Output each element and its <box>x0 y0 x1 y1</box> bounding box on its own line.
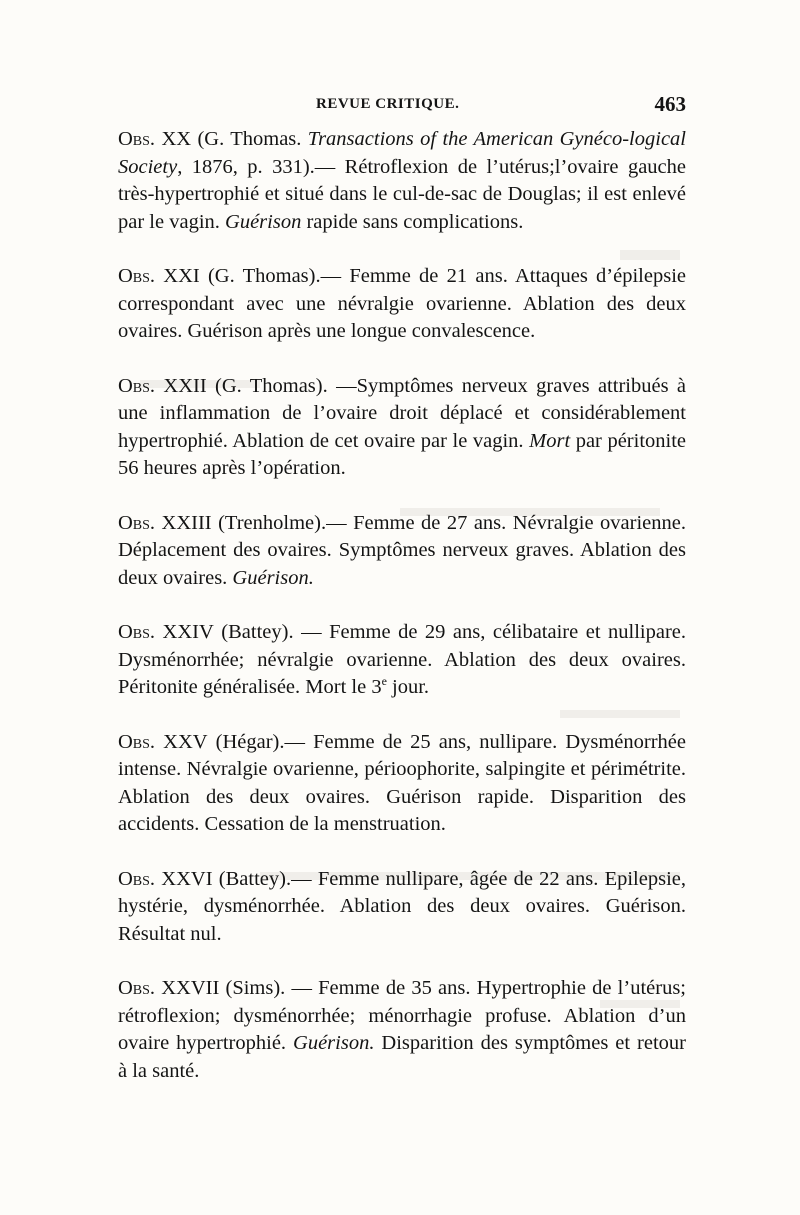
observation-paragraph: Obs. XXI (G. Thomas).— Femme de 21 ans. Attaques d’épilepsie correspondant avec une névralgie ovarienne. Ablation des deux ovaires. Guérison après une longue convalescence. <box>118 265 686 342</box>
book-page <box>118 92 686 1112</box>
observation-paragraph: Obs. XXII (G. Thomas). —Symptômes nerveux graves attribués à une inflammation de l’ovaire droit déplacé et considérablement hypertrophié. Ablation de cet ovaire par le vagin. Mort par péritonite 56 heures après l’opération. <box>118 374 687 479</box>
observation-label: Obs. XXIV <box>118 621 214 643</box>
observation-label: Obs. XXV <box>118 730 208 753</box>
observation-label: Obs. XX <box>118 128 192 150</box>
italic-text: Guérison. <box>293 1032 375 1054</box>
observation-label: Obs. XXVI <box>118 867 213 890</box>
observation-paragraph: Obs. XXIV (Battey). — Femme de 29 ans, célibataire et nullipare. Dysménorrhée; névralgie ovarienne. Ablation des deux ovaires. Péritonite généralisée. Mort le 3e jour. <box>118 621 686 698</box>
italic-text: Guérison. <box>232 566 314 589</box>
observation-paragraph: Obs. XXVII (Sims). — Femme de 35 ans. Hypertrophie de l’utérus; rétroflexion; dysménorrhée; ménorrhagie profuse. Ablation d’un ovaire hypertrophié. Guérison. Disparition des symptômes et retour à la santé. <box>118 977 687 1082</box>
running-title: REVUE CRITIQUE. <box>316 96 460 112</box>
observations-list <box>118 126 686 1085</box>
observation-paragraph: Obs. XXVI (Battey).— Femme nullipare, âgée de 22 ans. Epilepsie, hystérie, dysménorrhée. Ablation des deux ovaires. Guérison. Résultat nul. <box>118 867 687 945</box>
observation-paragraph: Obs. XXIII (Trenholme).— Femme de 27 ans. Névralgie ovarienne. Déplacement des ovaires. Symptômes nerveux graves. Ablation des deux ovaires. Guérison. <box>118 511 686 589</box>
page-number: 463 <box>654 92 686 116</box>
observation-label: Obs. XXIII <box>118 511 212 534</box>
italic-text: Mort <box>529 429 571 452</box>
observation-label: Obs. XXVII <box>118 977 220 999</box>
italic-text: Transactions of the American Gynéco-logical Society <box>118 128 686 178</box>
superscript: e <box>381 674 387 689</box>
observation-label: Obs. XXI <box>118 265 200 287</box>
observation-paragraph: Obs. XXV (Hégar).— Femme de 25 ans, nullipare. Dysménorrhée intense. Névralgie ovarienne, périoophorite, salpingite et périmétrite. Ablation des deux ovaires. Guérison rapide. Disparition des accidents. Cessation de la menstruation. <box>118 730 687 835</box>
observation-paragraph: Obs. XX (G. Thomas. Transactions of the American Gynéco-logical Society, 1876, p. 331).— Rétroflexion de l’utérus;l’ovaire gauche très-hypertrophié et situé dans le cul-de-sac de Douglas; il est enlevé par le vagin. Guérison rapide sans complications. <box>118 128 686 233</box>
running-head <box>118 92 686 126</box>
italic-text: Guérison <box>225 210 302 233</box>
observation-label: Obs. XXII <box>118 374 207 397</box>
